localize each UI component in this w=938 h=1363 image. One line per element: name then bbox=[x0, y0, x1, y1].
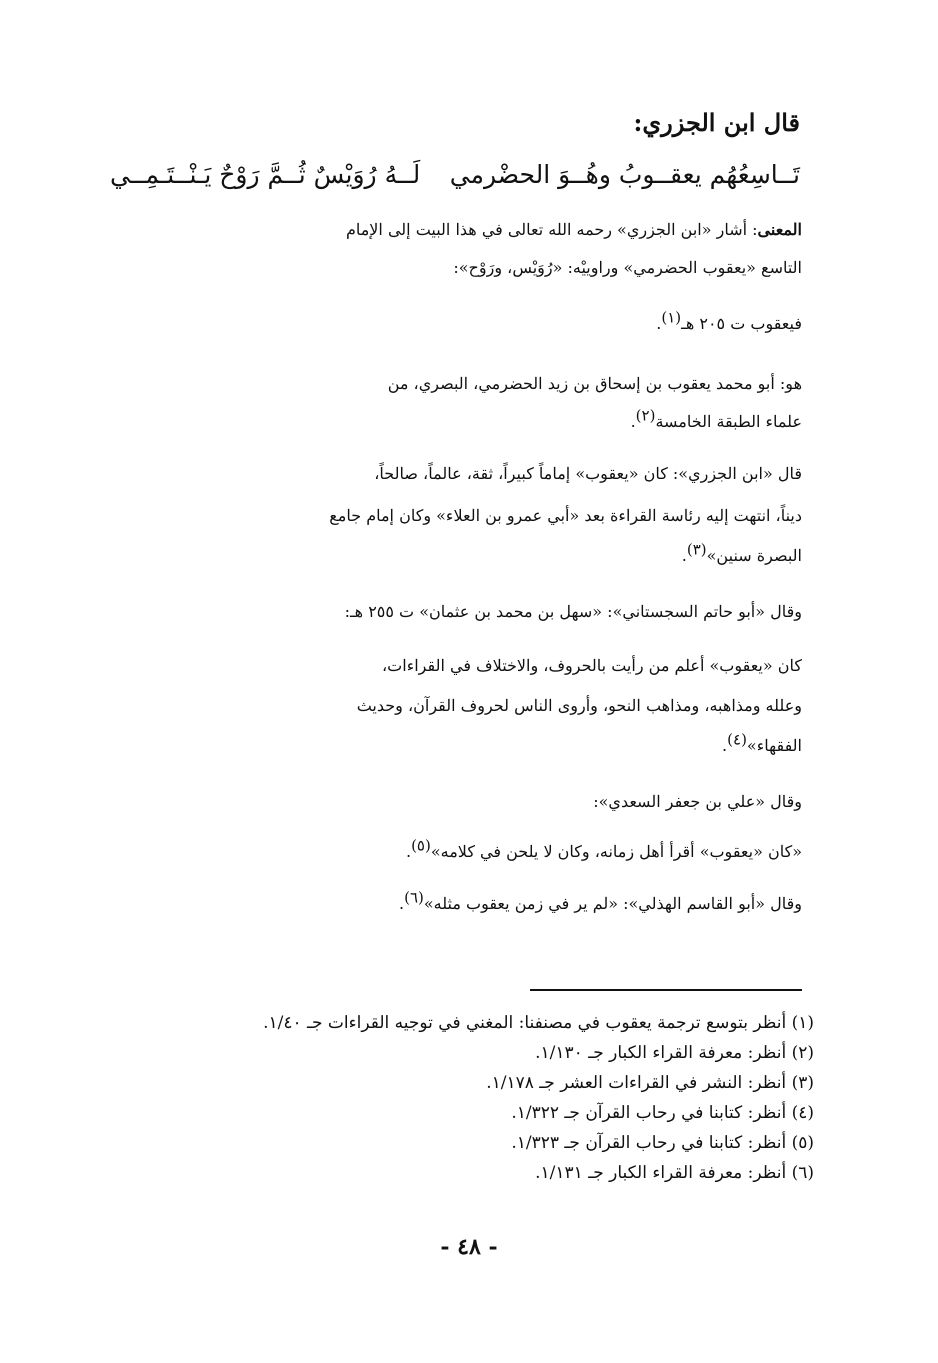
line-text: علماء الطبقة الخامسة bbox=[655, 412, 802, 431]
verse-second-half: لَــهُ رُوَيْسٌ ثُــمَّ رَوْحٌ يَـنْــتَـمِــي bbox=[110, 160, 421, 189]
paragraph-line bbox=[357, 696, 802, 715]
footnote-number: (٤) bbox=[791, 1103, 814, 1123]
punctuation: . bbox=[681, 546, 687, 565]
footnote-item bbox=[124, 1068, 814, 1098]
footnote-text: أنظر: النشر في القراءات العشر جـ ١/١٧٨. bbox=[486, 1073, 787, 1093]
footnote-ref[interactable]: (٥) bbox=[411, 836, 431, 855]
footnote-ref[interactable]: (١) bbox=[661, 308, 682, 327]
paragraph-line bbox=[630, 406, 802, 431]
footnote-text: أنظر: معرفة القراء الكبار جـ ١/١٣١. bbox=[535, 1163, 787, 1183]
footnote-text: أنظر: كتابنا في رحاب القرآن جـ ١/٣٢٣. bbox=[511, 1133, 787, 1153]
paragraph-line bbox=[388, 374, 802, 393]
paragraph-line bbox=[346, 220, 802, 239]
footnote-ref[interactable]: (٣) bbox=[686, 540, 707, 559]
line-text: قال «ابن الجزري»: كان «يعقوب» إماماً كبيراً، ثقة، عالماً، صالحاً، bbox=[374, 464, 802, 483]
footnotes bbox=[124, 1008, 814, 1188]
paragraph-line bbox=[681, 540, 802, 565]
paragraph-line bbox=[398, 888, 802, 913]
punctuation: . bbox=[405, 842, 412, 861]
line-text: وقال «أبو حاتم السجستاني»: «سهل بن محمد بن عثمان» ت ٢٥٥ هـ: bbox=[344, 602, 802, 621]
footnote-item bbox=[124, 1098, 814, 1128]
page-number: - ٤٨ - bbox=[440, 1234, 498, 1260]
punctuation: . bbox=[656, 314, 662, 333]
footnote-ref[interactable]: (٦) bbox=[404, 888, 424, 907]
paragraph-line bbox=[345, 602, 802, 621]
footnote-text: أنظر بتوسع ترجمة يعقوب في مصنفنا: المغني في توجيه القراءات جـ ١/٤٠. bbox=[263, 1013, 787, 1033]
footnote-item bbox=[124, 1008, 814, 1038]
line-text: : أشار «ابن الجزري» رحمه الله تعالى في هذا البيت إلى الإمام bbox=[345, 220, 758, 239]
footnote-ref[interactable]: (٢) bbox=[635, 406, 656, 425]
punctuation: . bbox=[398, 894, 405, 913]
paragraph-line bbox=[374, 464, 802, 483]
footnote-number: (١) bbox=[791, 1013, 814, 1033]
footnote-number: (٥) bbox=[791, 1133, 814, 1153]
line-text: وعلله ومذاهبه، ومذاهب النحو، وأروى الناس لحروف القرآن، وحديث bbox=[356, 696, 802, 715]
section-heading: قال ابن الجزري: bbox=[633, 108, 800, 137]
punctuation: . bbox=[722, 736, 728, 755]
footnote-item bbox=[124, 1128, 814, 1158]
paragraph-line bbox=[329, 506, 802, 525]
line-text: هو: أبو محمد يعقوب بن إسحاق بن زيد الحضرمي، البصري، من bbox=[387, 374, 802, 393]
paragraph-line bbox=[382, 656, 802, 675]
poem-verse bbox=[110, 160, 800, 204]
footnote-text: أنظر: كتابنا في رحاب القرآن جـ ١/٣٢٢. bbox=[511, 1103, 787, 1123]
line-text: ديناً، انتهت إليه رئاسة القراءة بعد «أبي عمرو بن العلاء» وكان إمام جامع bbox=[329, 506, 802, 525]
paragraph-line bbox=[453, 258, 802, 277]
paragraph-line bbox=[593, 792, 802, 811]
punctuation: . bbox=[630, 412, 636, 431]
footnote-text: أنظر: معرفة القراء الكبار جـ ١/١٣٠. bbox=[535, 1043, 787, 1063]
line-text: الفقهاء» bbox=[746, 736, 802, 755]
paragraph-line bbox=[405, 836, 802, 861]
line-text: فيعقوب ت ٢٠٥ هـ bbox=[681, 314, 802, 333]
meaning-label: المعنى bbox=[757, 220, 802, 239]
footnote-ref[interactable]: (٤) bbox=[727, 730, 747, 749]
footnote-item bbox=[124, 1158, 814, 1188]
line-text: التاسع «يعقوب الحضرمي» وراوييْه: «رُوَيْس، ورَوْح»: bbox=[453, 258, 802, 277]
line-text: كان «يعقوب» أعلم من رأيت بالحروف، والاختلاف في القراءات، bbox=[382, 656, 802, 675]
line-text: البصرة سنين» bbox=[706, 546, 802, 565]
footnote-number: (٦) bbox=[791, 1163, 814, 1183]
line-text: وقال «علي بن جعفر السعدي»: bbox=[593, 792, 802, 811]
footnote-item bbox=[124, 1038, 814, 1068]
footnote-divider bbox=[530, 989, 802, 991]
verse-first-half: تَــاسِعُهُم يعقــوبُ وهُــوَ الحضْرمي bbox=[449, 160, 800, 189]
line-text: وقال «أبو القاسم الهذلي»: «لم ير في زمن يعقوب مثله» bbox=[423, 894, 802, 913]
footnote-number: (٣) bbox=[791, 1073, 814, 1093]
paragraph-line bbox=[656, 308, 802, 333]
paragraph-line bbox=[722, 730, 802, 755]
line-text: «كان «يعقوب» أقرأ أهل زمانه، وكان لا يلحن في كلامه» bbox=[430, 842, 802, 861]
footnote-number: (٢) bbox=[791, 1043, 814, 1063]
